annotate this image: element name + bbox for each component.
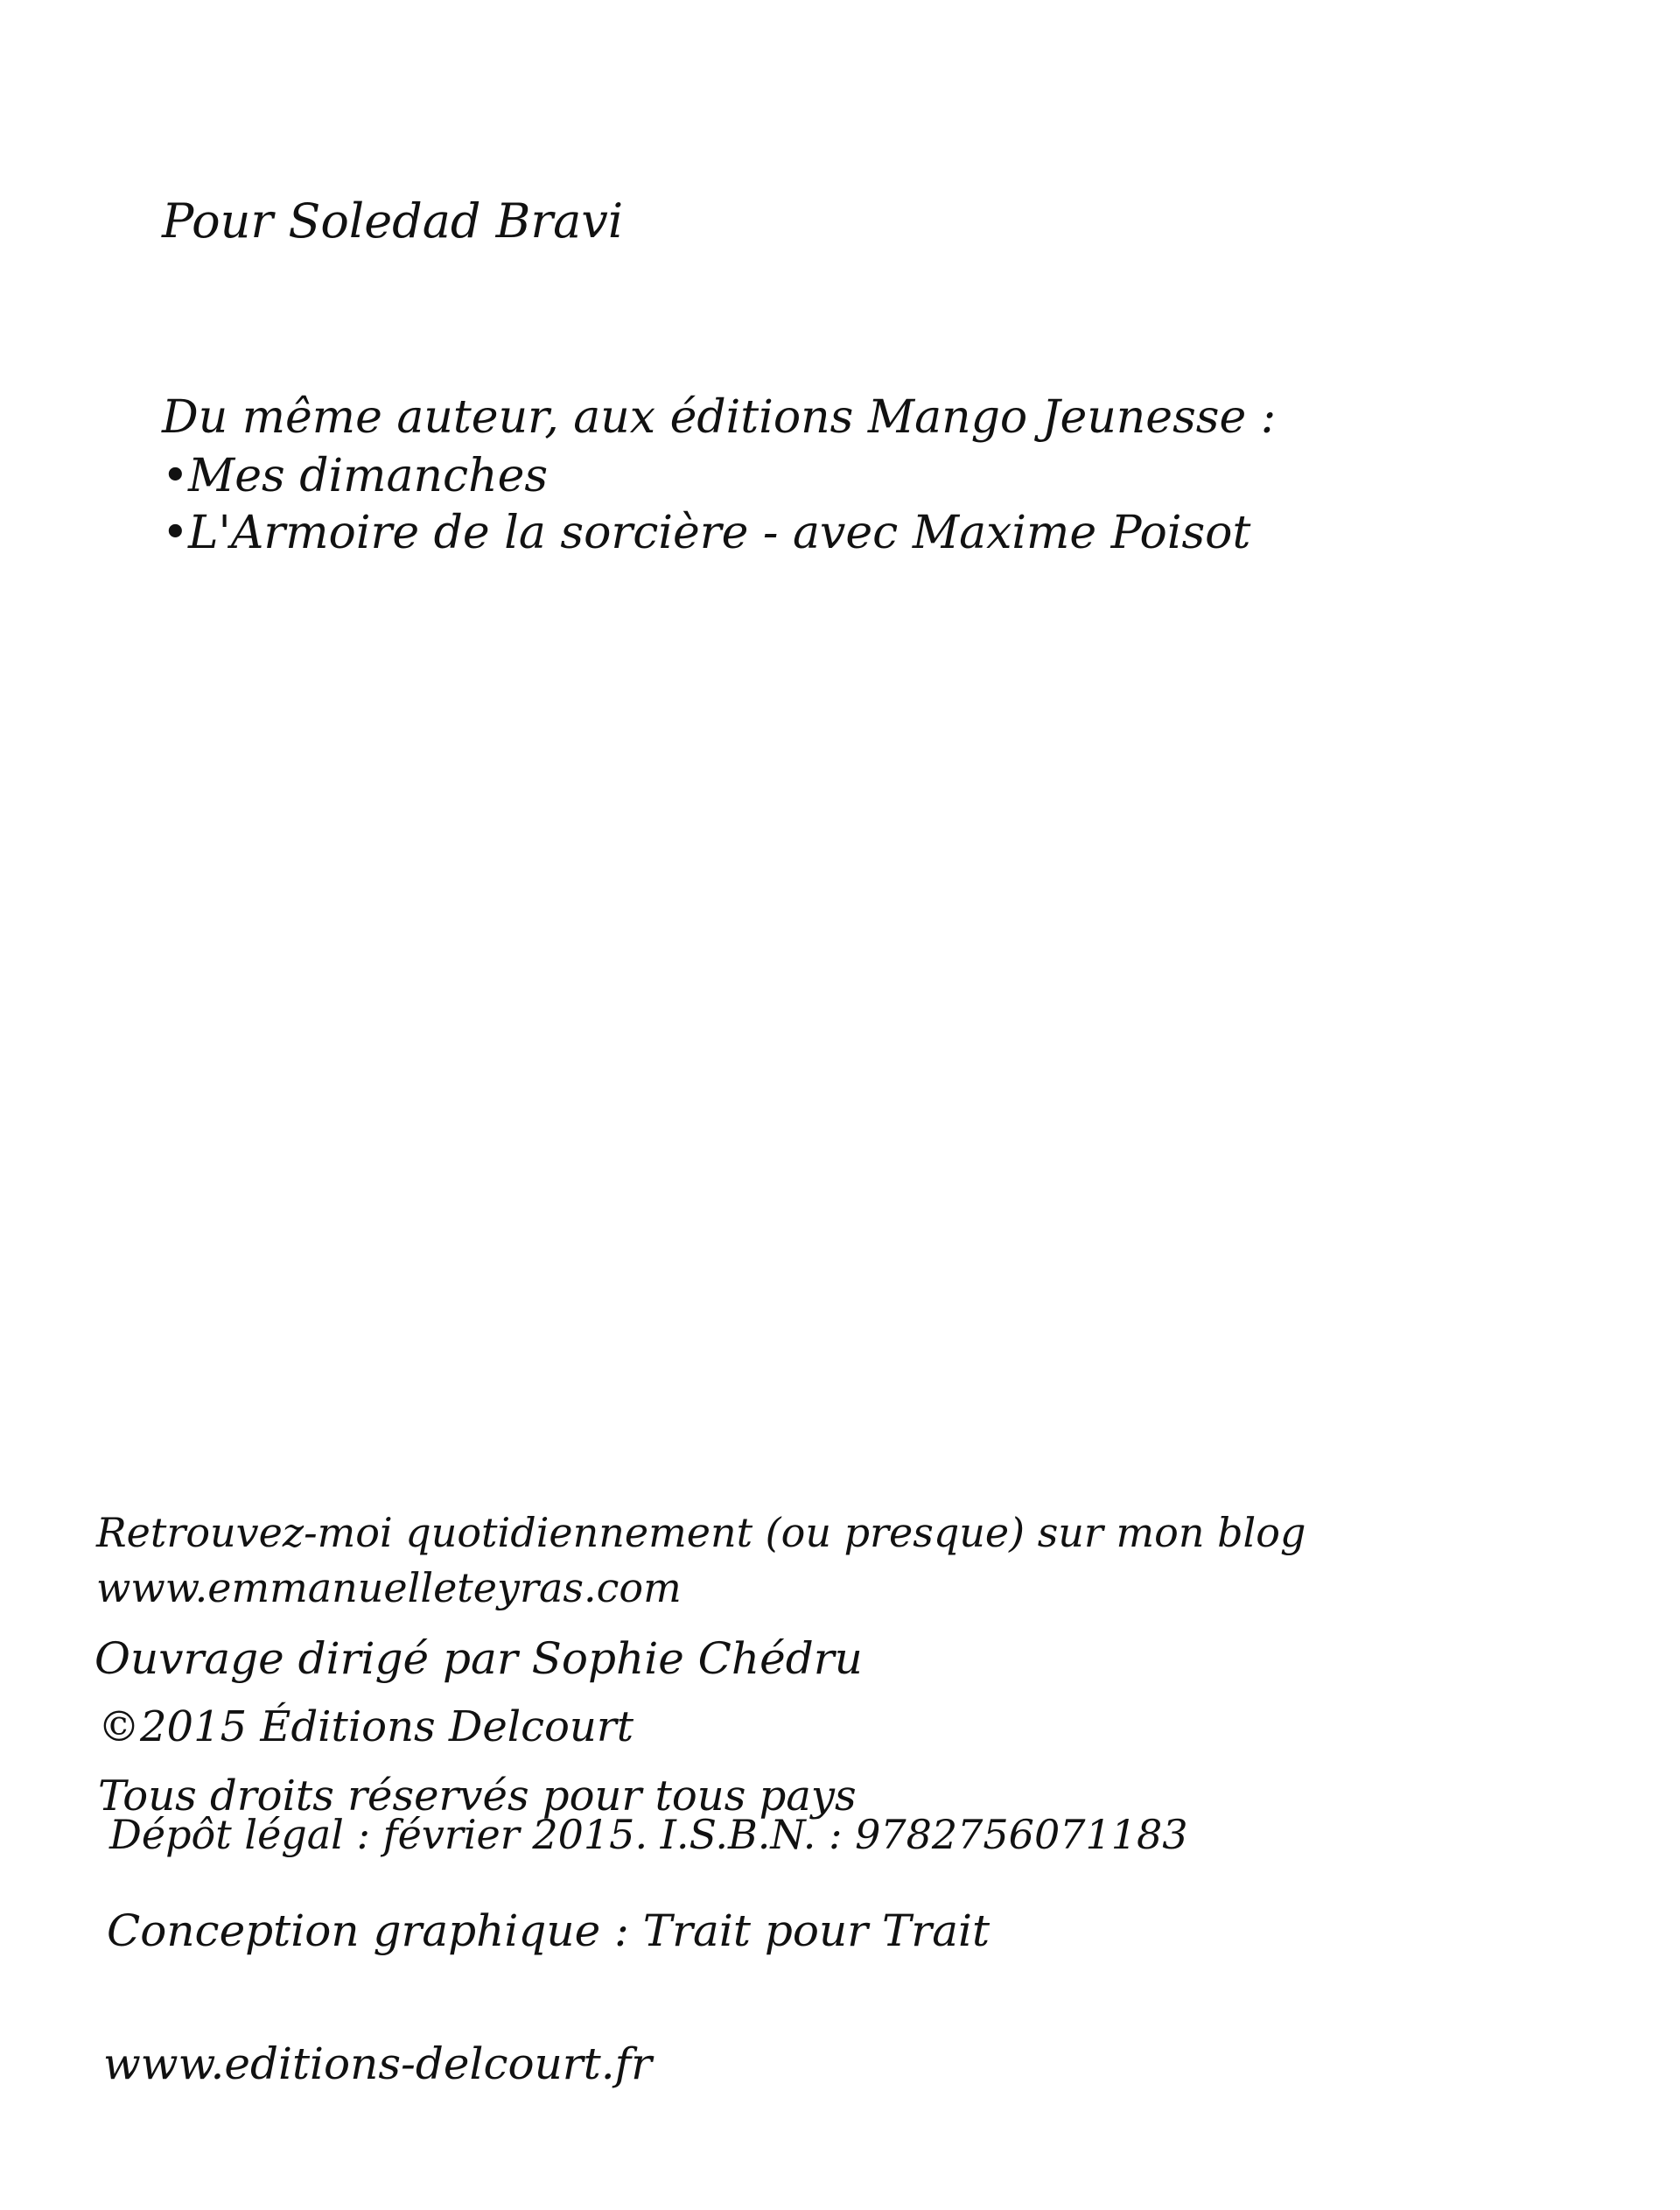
bibliography-heading: Du même auteur, aux éditions Mango Jeunesse : <box>162 391 1277 444</box>
publisher-website: www.editions-delcourt.fr <box>103 2038 653 2089</box>
bullet-icon: • <box>162 507 189 559</box>
bibliography-item-title: L'Armoire de la sorcière - avec Maxime Poisot <box>188 507 1251 559</box>
dedication: Pour Soledad Bravi <box>162 193 624 249</box>
bullet-icon: • <box>162 450 189 502</box>
editorial-director: Ouvrage dirigé par Sophie Chédru <box>94 1633 863 1684</box>
blog-invitation: Retrouvez-moi quotidiennement (ou presque) sur mon blog <box>96 1509 1306 1556</box>
bibliography-item <box>162 508 1250 560</box>
bibliography-item <box>162 451 548 503</box>
blog-url: www.emmanuelleteyras.com <box>96 1564 682 1611</box>
copyright-notice: ©2015 Éditions Delcourt <box>98 1702 634 1751</box>
graphic-design-credit: Conception graphique : Trait pour Trait <box>107 1905 990 1956</box>
bibliography-item-title: Mes dimanches <box>188 450 549 502</box>
legal-deposit-isbn: Dépôt légal : février 2015. I.S.B.N. : 9782756071183 <box>109 1811 1188 1858</box>
rights-notice: Tous droits réservés pour tous pays <box>98 1772 857 1821</box>
